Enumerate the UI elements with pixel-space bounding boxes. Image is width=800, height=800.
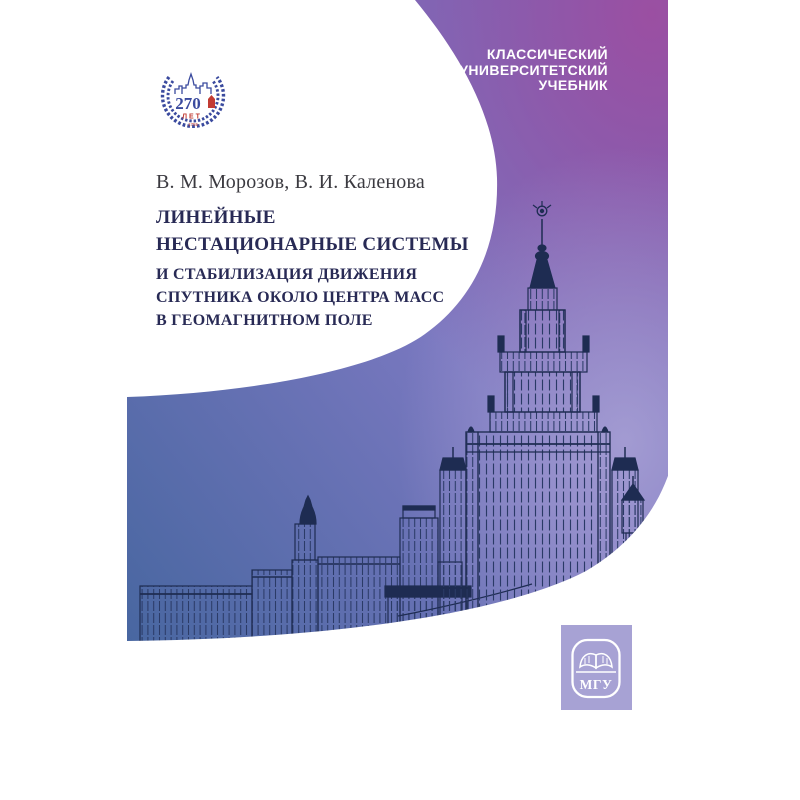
book-title-emphasis-line: ЛИНЕЙНЫЕ xyxy=(156,207,276,228)
series-title-line: КЛАССИЧЕСКИЙ xyxy=(486,46,608,62)
mgu-logo xyxy=(561,625,632,710)
emblem-caption: ЛЕТ xyxy=(182,113,202,121)
authors-line: В. М. Морозов, В. И. Каленова xyxy=(156,171,425,193)
anniversary-emblem xyxy=(155,56,231,132)
series-title-line: УЧЕБНИК xyxy=(538,77,608,93)
emblem-year: 1755 xyxy=(187,122,199,127)
book-title-subtitle-line: СПУТНИКА ОКОЛО ЦЕНТРА МАСС xyxy=(156,289,445,306)
book-title-subtitle-line: И СТАБИЛИЗАЦИЯ ДВИЖЕНИЯ xyxy=(156,266,418,283)
series-title-line: УНИВЕРСИТЕТСКИЙ xyxy=(459,61,608,78)
series-title xyxy=(459,47,608,94)
msu-silhouette-icon xyxy=(175,74,211,94)
mgu-logo-text: МГУ xyxy=(579,677,613,692)
emblem-red-tower-icon xyxy=(208,95,215,108)
book-title-emphasis-line: НЕСТАЦИОНАРНЫЕ СИСТЕМЫ xyxy=(156,234,469,255)
emblem-number: 270 xyxy=(175,94,201,113)
book-title-subtitle-line: В ГЕОМАГНИТНОМ ПОЛЕ xyxy=(156,312,373,329)
book-title xyxy=(156,204,469,332)
